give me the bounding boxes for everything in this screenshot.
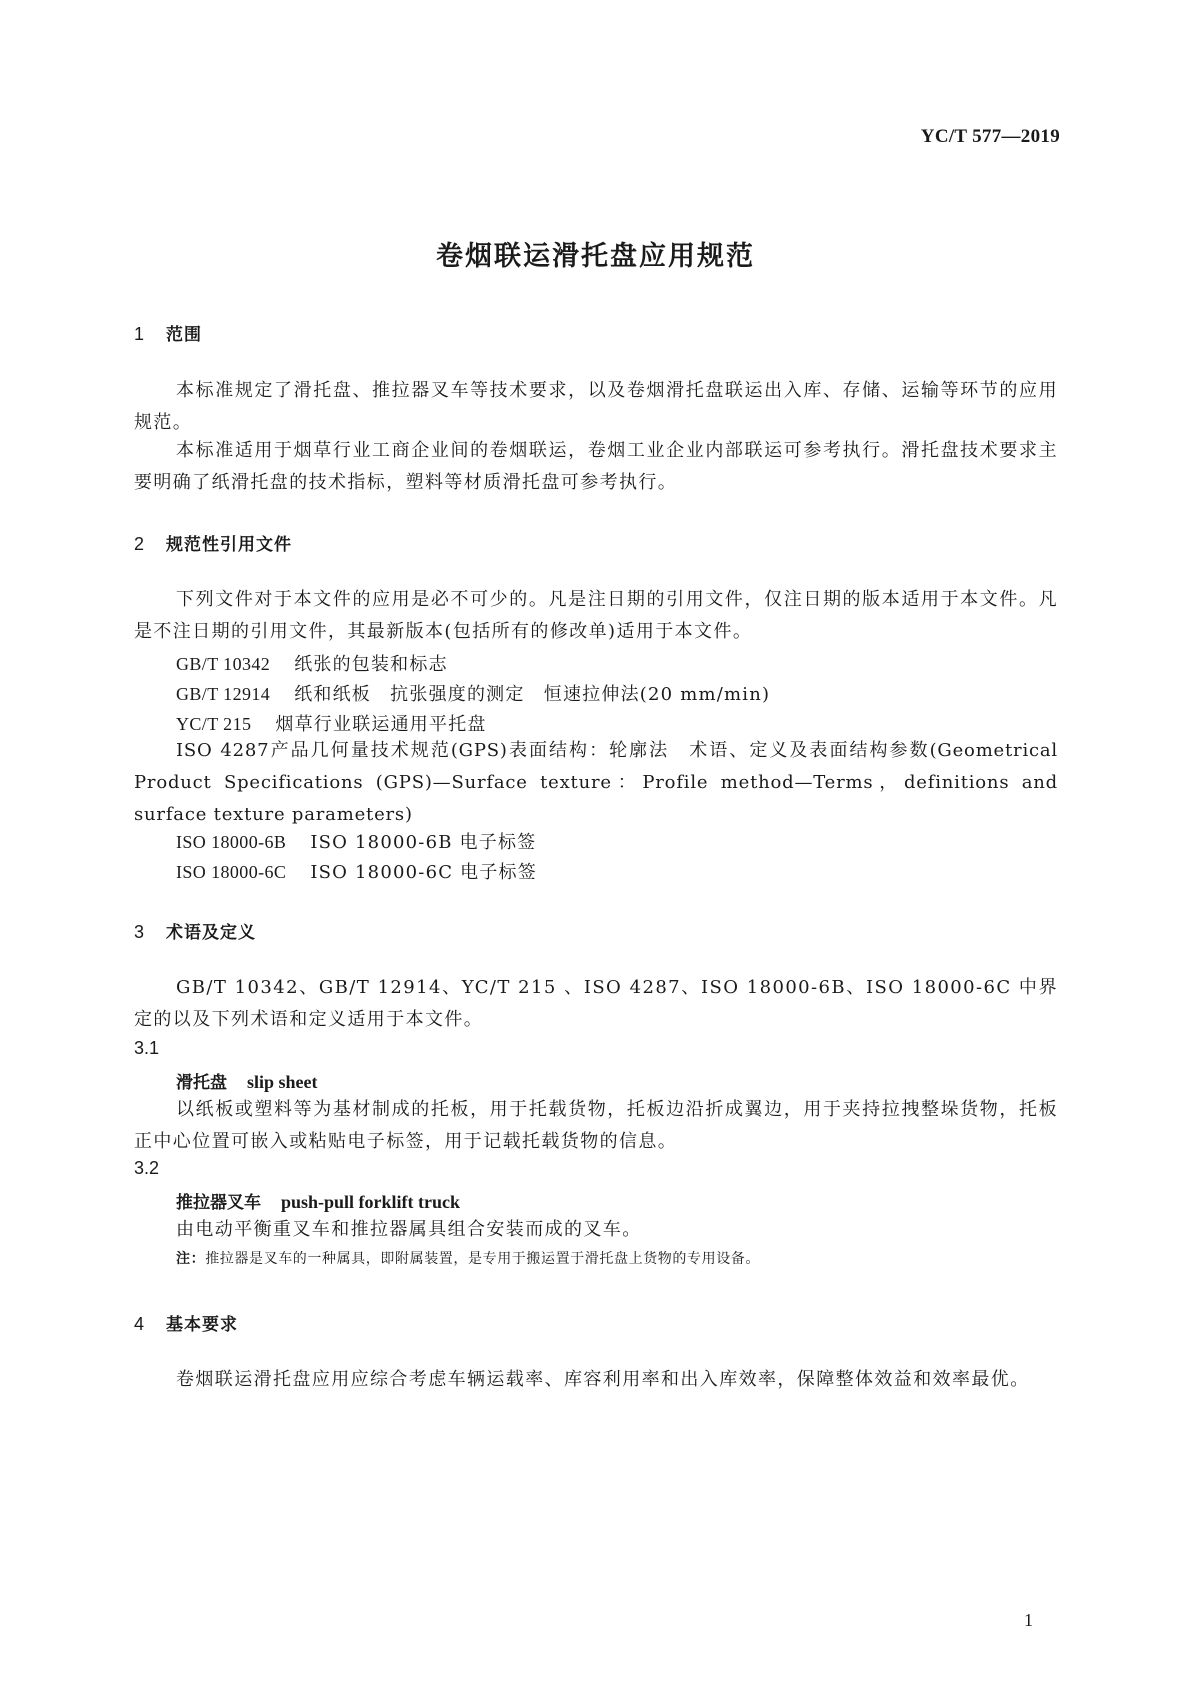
section-heading-4 [134, 1310, 238, 1335]
reference-item [176, 650, 448, 676]
term-note [176, 1248, 760, 1268]
reference-title: ISO 18000-6B 电子标签 [310, 832, 537, 853]
term-en: slip sheet [247, 1072, 318, 1092]
reference-code: ISO 18000-6C [176, 862, 287, 882]
note-label: 注： [176, 1251, 206, 1267]
term-heading [176, 1068, 318, 1093]
reference-item [176, 680, 770, 706]
section-title: 规范性引用文件 [166, 535, 292, 555]
section-number: 1 [134, 324, 146, 344]
reference-code: ISO 18000-6B [176, 832, 287, 852]
term-definition: 以纸板或塑料等为基材制成的托板，用于托载货物，托板边沿折成翼边，用于夹持拉拽整垛货物，托板正中心位置可嵌入或粘贴电子标签，用于记载托载货物的信息。 [134, 1099, 1058, 1152]
section-title: 范围 [166, 325, 202, 345]
reference-item [176, 858, 537, 884]
term-zh: 滑托盘 [176, 1073, 227, 1093]
reference-item [176, 828, 536, 854]
paragraph-terms-intro: GB/T 10342、GB/T 12914、YC/T 215 、ISO 4287、ISO 18000-6B、ISO 18000-6C 中界定的以及下列术语和定义适用于本文件。 [134, 977, 1058, 1030]
reference-title: 纸张的包装和标志 [294, 654, 448, 675]
section-heading-2 [134, 530, 292, 555]
term-number: 3.2 [134, 1158, 160, 1178]
term-heading [176, 1188, 460, 1213]
paragraph-scope-2: 本标准适用于烟草行业工商企业间的卷烟联运，卷烟工业企业内部联运可参考执行。滑托盘技术要求主要明确了纸滑托盘的技术指标，塑料等材质滑托盘可参考执行。 [134, 440, 1058, 493]
term-zh: 推拉器叉车 [176, 1193, 261, 1213]
section-title: 术语及定义 [166, 923, 256, 943]
section-number: 3 [134, 922, 146, 942]
reference-item [176, 710, 487, 736]
reference-code: GB/T 10342 [176, 654, 271, 674]
reference-code: YC/T 215 [176, 714, 252, 734]
paragraph-scope-1: 本标准规定了滑托盘、推拉器叉车等技术要求，以及卷烟滑托盘联运出入库、存储、运输等环节的应用规范。 [134, 380, 1058, 433]
section-heading-1 [134, 320, 202, 345]
standard-code: YC/T 577—2019 [920, 126, 1060, 147]
term-definition: 由电动平衡重叉车和推拉器属具组合安装而成的叉车。 [176, 1219, 642, 1240]
reference-title: 产品几何量技术规范(GPS)表面结构：轮廓法 术语、定义及表面结构参数(Geometrical Product Specifications (GPS)—Surface texture：Profile method—Terms，definitions and surface texture parameters) [134, 740, 1058, 825]
term-number: 3.1 [134, 1038, 160, 1058]
reference-title: 烟草行业联运通用平托盘 [275, 714, 487, 735]
section-number: 4 [134, 1314, 146, 1334]
term-en: push-pull forklift truck [281, 1192, 461, 1212]
section-title: 基本要求 [166, 1315, 238, 1335]
document-title: 卷烟联运滑托盘应用规范 [436, 241, 755, 272]
paragraph-references-intro: 下列文件对于本文件的应用是必不可少的。凡是注日期的引用文件，仅注日期的版本适用于本文件。凡是不注日期的引用文件，其最新版本(包括所有的修改单)适用于本文件。 [134, 589, 1058, 642]
reference-item [134, 735, 1058, 831]
reference-code: ISO 4287 [176, 740, 270, 761]
reference-title: ISO 18000-6C 电子标签 [310, 862, 537, 883]
paragraph-basic-requirements: 卷烟联运滑托盘应用应综合考虑车辆运载率、库容利用率和出入库效率，保障整体效益和效率最优。 [176, 1369, 1030, 1390]
page-number: 1 [1024, 1610, 1033, 1630]
reference-title: 纸和纸板 抗张强度的测定 恒速拉伸法(20 mm/min) [294, 684, 771, 705]
section-number: 2 [134, 534, 146, 554]
section-heading-3 [134, 918, 256, 943]
reference-code: GB/T 12914 [176, 684, 271, 704]
note-text: 推拉器是叉车的一种属具，即附属装置，是专用于搬运置于滑托盘上货物的专用设备。 [205, 1251, 761, 1267]
